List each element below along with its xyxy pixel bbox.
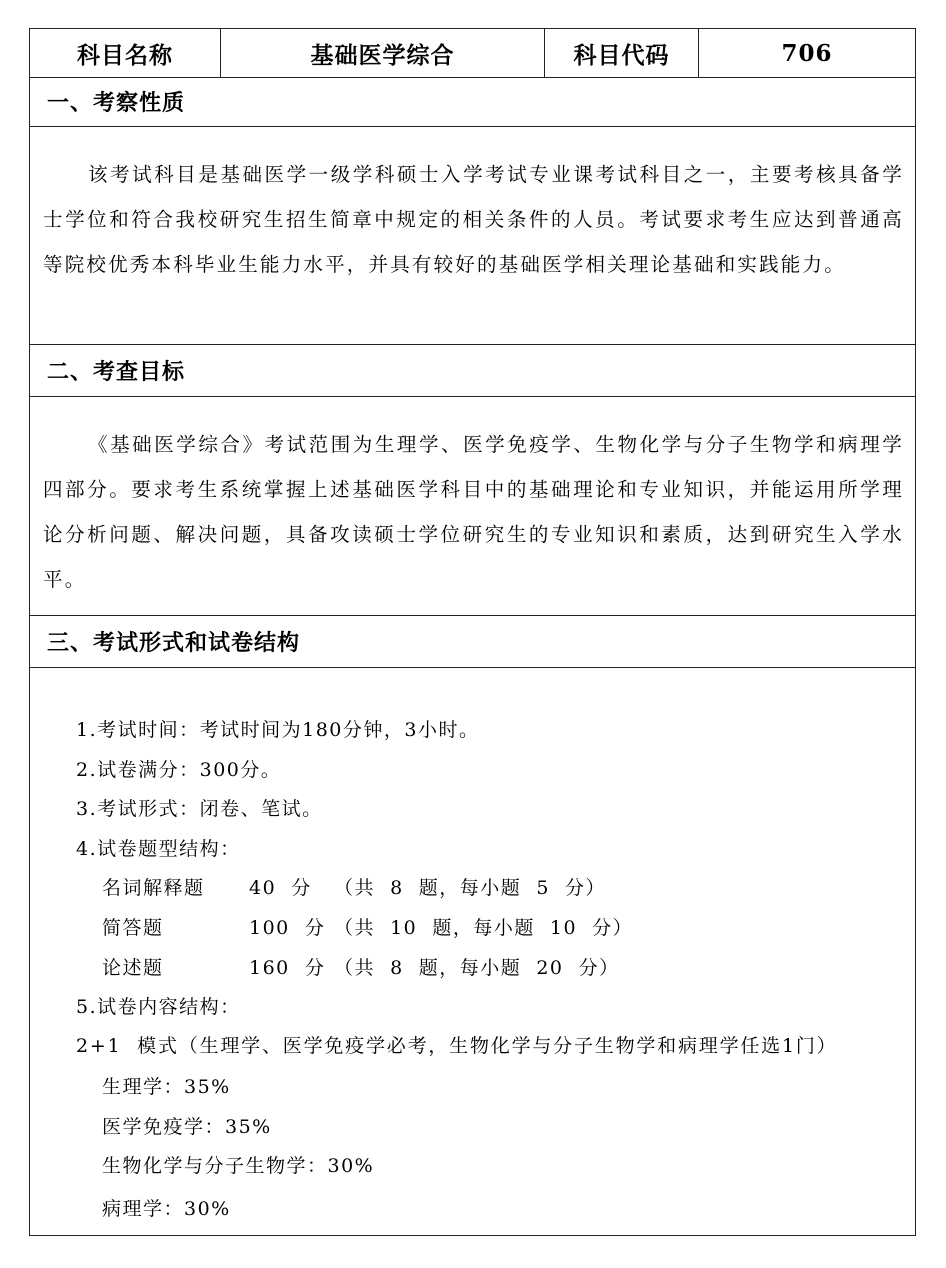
question-type-score: 160 分 bbox=[249, 957, 326, 979]
list-item: 4.试卷题型结构： bbox=[76, 838, 241, 860]
list-item: 1.考试时间：考试时间为180分钟，3小时。 bbox=[76, 719, 480, 741]
header-row bbox=[30, 29, 915, 78]
list-item: 5.试卷内容结构： bbox=[76, 996, 241, 1018]
section-3-body bbox=[30, 668, 915, 1235]
section-2-text: 《基础医学综合》考试范围为生理学、医学免疫学、生物化学与分子生物学和病理学四部分。要求考生系统掌握上述基础医学科目中的基础理论和专业知识，并能运用所学理论分析问题、解决问题，具备攻读硕士学位研究生的专业知识和素质，达到研究生入学水平。 bbox=[43, 433, 904, 591]
question-type-score: 100 分 bbox=[249, 917, 326, 939]
question-type-name: 简答题 bbox=[102, 917, 164, 939]
section-2-title: 二、考查目标 bbox=[30, 345, 915, 397]
subject-code-label: 科目代码 bbox=[544, 29, 698, 77]
list-item: 3.考试形式：闭卷、笔试。 bbox=[76, 798, 323, 820]
section-1-text: 该考试科目是基础医学一级学科硕士入学考试专业课考试科目之一，主要考核具备学士学位和符合我校研究生招生简章中规定的相关条件的人员。考试要求考生应达到普通高等院校优秀本科毕业生能力水平，并具有较好的基础医学相关理论基础和实践能力。 bbox=[43, 163, 904, 276]
section-1-body bbox=[30, 127, 915, 345]
list-item: 2.试卷满分：300分。 bbox=[76, 759, 282, 781]
question-type-detail: （共 8 题，每小题 20 分） bbox=[334, 957, 620, 979]
question-type-score: 40 分 bbox=[249, 877, 312, 899]
subject-name-value: 基础医学综合 bbox=[220, 29, 544, 77]
distribution-item: 医学免疫学：35% bbox=[102, 1116, 272, 1138]
distribution-item: 生物化学与分子生物学：30% bbox=[102, 1155, 375, 1177]
question-type-detail: （共 8 题，每小题 5 分） bbox=[334, 877, 606, 899]
exam-syllabus-table bbox=[29, 28, 916, 1236]
content-mode: 2+1 模式（生理学、医学免疫学必考，生物化学与分子生物学和病理学任选1门） bbox=[76, 1035, 838, 1057]
section-1-title: 一、考察性质 bbox=[30, 77, 915, 127]
subject-code-value: 706 bbox=[698, 29, 915, 77]
section-3-title: 三、考试形式和试卷结构 bbox=[30, 616, 915, 668]
section-2-body bbox=[30, 397, 915, 616]
subject-name-label: 科目名称 bbox=[77, 41, 173, 69]
question-type-detail: （共 10 题，每小题 10 分） bbox=[334, 917, 634, 939]
distribution-item: 生理学：35% bbox=[102, 1076, 231, 1098]
question-type-name: 论述题 bbox=[102, 957, 164, 979]
distribution-item: 病理学：30% bbox=[102, 1198, 231, 1220]
question-type-name: 名词解释题 bbox=[102, 877, 205, 899]
